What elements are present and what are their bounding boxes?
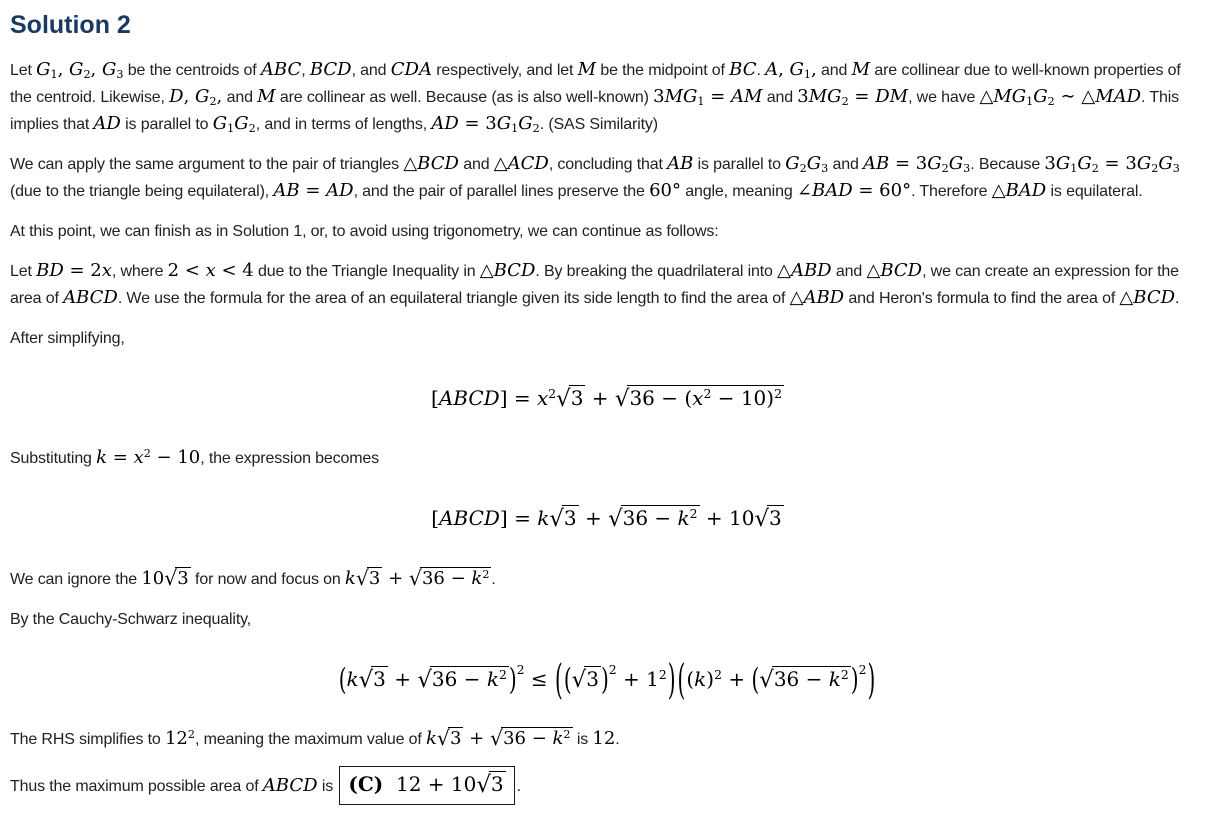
inline-math: △BAD <box>991 180 1047 201</box>
text-run: and <box>831 263 867 280</box>
text-run: , we have <box>908 89 980 106</box>
inline-math: $G_2G_3$ <box>785 153 829 176</box>
inline-math: 10√3 <box>141 565 189 590</box>
text-run: , we can create an expression for the area of <box>10 263 1179 307</box>
section-heading: Solution 2 <box>10 11 131 39</box>
text-run: . Therefore <box>911 183 992 200</box>
text-run: are collinear due to well-known properties of the centroid. Likewise, <box>10 62 1181 106</box>
text-run: , the expression becomes <box>200 450 379 468</box>
inline-math: $G_1$, $G_2$, $G_3$ <box>36 59 124 82</box>
inline-math: ∠BAD = 60° <box>796 180 912 201</box>
text-run: is equilateral. <box>1046 183 1143 200</box>
paragraph-4 <box>10 258 1205 312</box>
inline-math: AB = $3G_2G_3$ <box>863 153 971 176</box>
text-run: due to the Triangle Inequality in <box>253 263 480 280</box>
inline-math: CDA <box>390 59 432 80</box>
text-run: is parallel to <box>120 116 213 133</box>
text-run: After simplifying, <box>10 330 125 347</box>
text-run: Let <box>10 263 37 280</box>
inline-math: △BCD <box>403 153 459 174</box>
paragraph-5 <box>10 325 1205 352</box>
inline-math: BCD <box>309 59 352 80</box>
text-run: for now and focus on <box>190 570 345 588</box>
inline-math: 2 < x < 4 <box>167 260 254 281</box>
text-run: be the centroids of <box>123 62 261 79</box>
text-run: be the midpoint of <box>596 62 730 79</box>
inline-math: 12 <box>592 727 616 749</box>
text-run: . Because <box>970 156 1045 173</box>
text-run: . <box>491 570 496 588</box>
text-run: Thus the maximum possible area of <box>10 777 263 795</box>
inline-math: $k√3 + √36 - k^2$ <box>344 565 490 590</box>
inline-math: M <box>851 59 871 80</box>
inline-math: D, $G_2$, <box>169 86 223 109</box>
inline-math: △BCD <box>479 260 536 281</box>
inline-math: ABC <box>260 59 302 80</box>
inline-math: $3MG_1$ = AM <box>653 86 763 109</box>
inline-math: AB = AD <box>273 180 354 201</box>
inline-math: △ABD <box>789 287 845 308</box>
display-equation-1: [ABCD] = $x^2√3 + √36 - (x^2 - 10)^2$ <box>431 385 782 412</box>
text-run: We can ignore the <box>10 570 142 588</box>
text-run: and <box>816 62 852 79</box>
text-run: is <box>317 777 338 795</box>
inline-math: $k√3 + √36 - k^2$ <box>426 725 571 750</box>
inline-math: A, $G_1$, <box>765 59 817 82</box>
text-run: . This implies that <box>10 89 1179 133</box>
text-run: , and the pair of parallel lines preserve the <box>353 183 650 200</box>
text-run: By the Cauchy-Schwarz inequality, <box>10 610 252 628</box>
inline-math: $\triangle MG_1G_2$ ∼ △MAD <box>979 86 1142 109</box>
inline-math: $3G_1G_2 = 3G_2G_3$ <box>1044 153 1180 176</box>
inline-math: △BCD <box>866 260 923 281</box>
text-run: are collinear as well. Because (as is also well-known) <box>275 89 654 106</box>
text-run: Let <box>10 62 37 79</box>
inline-math: $k = x^2 - 10$ <box>96 447 201 469</box>
text-run: respectively, and let <box>431 62 578 79</box>
inline-math: BD = 2x <box>36 260 112 281</box>
text-run: is <box>572 730 593 748</box>
display-equation-3: ($k√3 + √36 - k^2$ )$^2$ ≤ ((√3 )$^2 + 1^2$) ($(k)^2 + (√36 - k^2$ )$^2$) <box>338 653 876 704</box>
paragraph-8 <box>10 606 1205 633</box>
paragraph-10 <box>10 766 1205 805</box>
boxed-answer: (C) 12 + 10√3 <box>339 766 514 805</box>
text-run: . (SAS Similarity) <box>539 116 658 133</box>
inline-math: AD = $3G_1G_2$ <box>431 113 540 136</box>
paragraph-7 <box>10 566 1205 593</box>
inline-math: M <box>577 59 597 80</box>
paragraph-3 <box>10 218 1205 245</box>
text-run: and <box>222 89 258 106</box>
text-run: . We use the formula for the area of an equilateral triangle given its side length to find the area of <box>117 290 790 307</box>
text-run: The RHS simplifies to <box>10 730 165 748</box>
text-run: , concluding that <box>548 156 668 173</box>
paragraph-1 <box>10 57 1205 138</box>
text-run: . <box>1175 290 1180 307</box>
inline-math: ABCD <box>262 774 318 796</box>
text-run: . By breaking the quadrilateral into <box>535 263 778 280</box>
text-run: , where <box>111 263 168 280</box>
inline-math: △ACD <box>493 153 549 174</box>
inline-math: BC <box>729 59 757 80</box>
paragraph-9 <box>10 726 1205 753</box>
inline-math: 60° <box>649 180 681 201</box>
text-run: and <box>828 156 864 173</box>
inline-math: AB <box>667 153 694 174</box>
inline-math: $G_1G_2$ <box>212 113 256 136</box>
text-run: . <box>516 777 521 795</box>
inline-math: △BCD <box>1119 287 1176 308</box>
text-run: At this point, we can finish as in Solution 1, or, to avoid using trigonometry, we can continue as follows: <box>10 223 719 240</box>
inline-math: $3MG_2$ = DM <box>797 86 909 109</box>
paragraph-2 <box>10 151 1205 205</box>
inline-math: $12^2$ <box>164 727 195 749</box>
text-run: (due to the triangle being equilateral), <box>10 183 274 200</box>
text-run: and <box>458 156 494 173</box>
text-run: We can apply the same argument to the pair of triangles <box>10 156 404 173</box>
text-run: is parallel to <box>693 156 786 173</box>
text-run: , and in terms of lengths, <box>255 116 432 133</box>
text-run: Substituting <box>10 450 97 468</box>
text-run: and <box>762 89 798 106</box>
inline-math: ABCD <box>63 287 118 308</box>
text-run: , meaning the maximum value of <box>194 730 426 748</box>
paragraph-6 <box>10 445 1205 472</box>
text-run: , <box>301 62 310 79</box>
inline-math: AD <box>93 113 121 134</box>
display-equation-2: [ABCD] = $k√3 + √36 - k^2 + 10√3$ <box>431 506 782 533</box>
text-run: and Heron's formula to find the area of <box>844 290 1120 307</box>
text-run: , and <box>351 62 391 79</box>
inline-math: M <box>257 86 276 107</box>
text-run: . <box>756 62 766 79</box>
text-run: angle, meaning <box>680 183 797 200</box>
inline-math: △ABD <box>777 260 832 281</box>
text-run: . <box>615 730 620 748</box>
